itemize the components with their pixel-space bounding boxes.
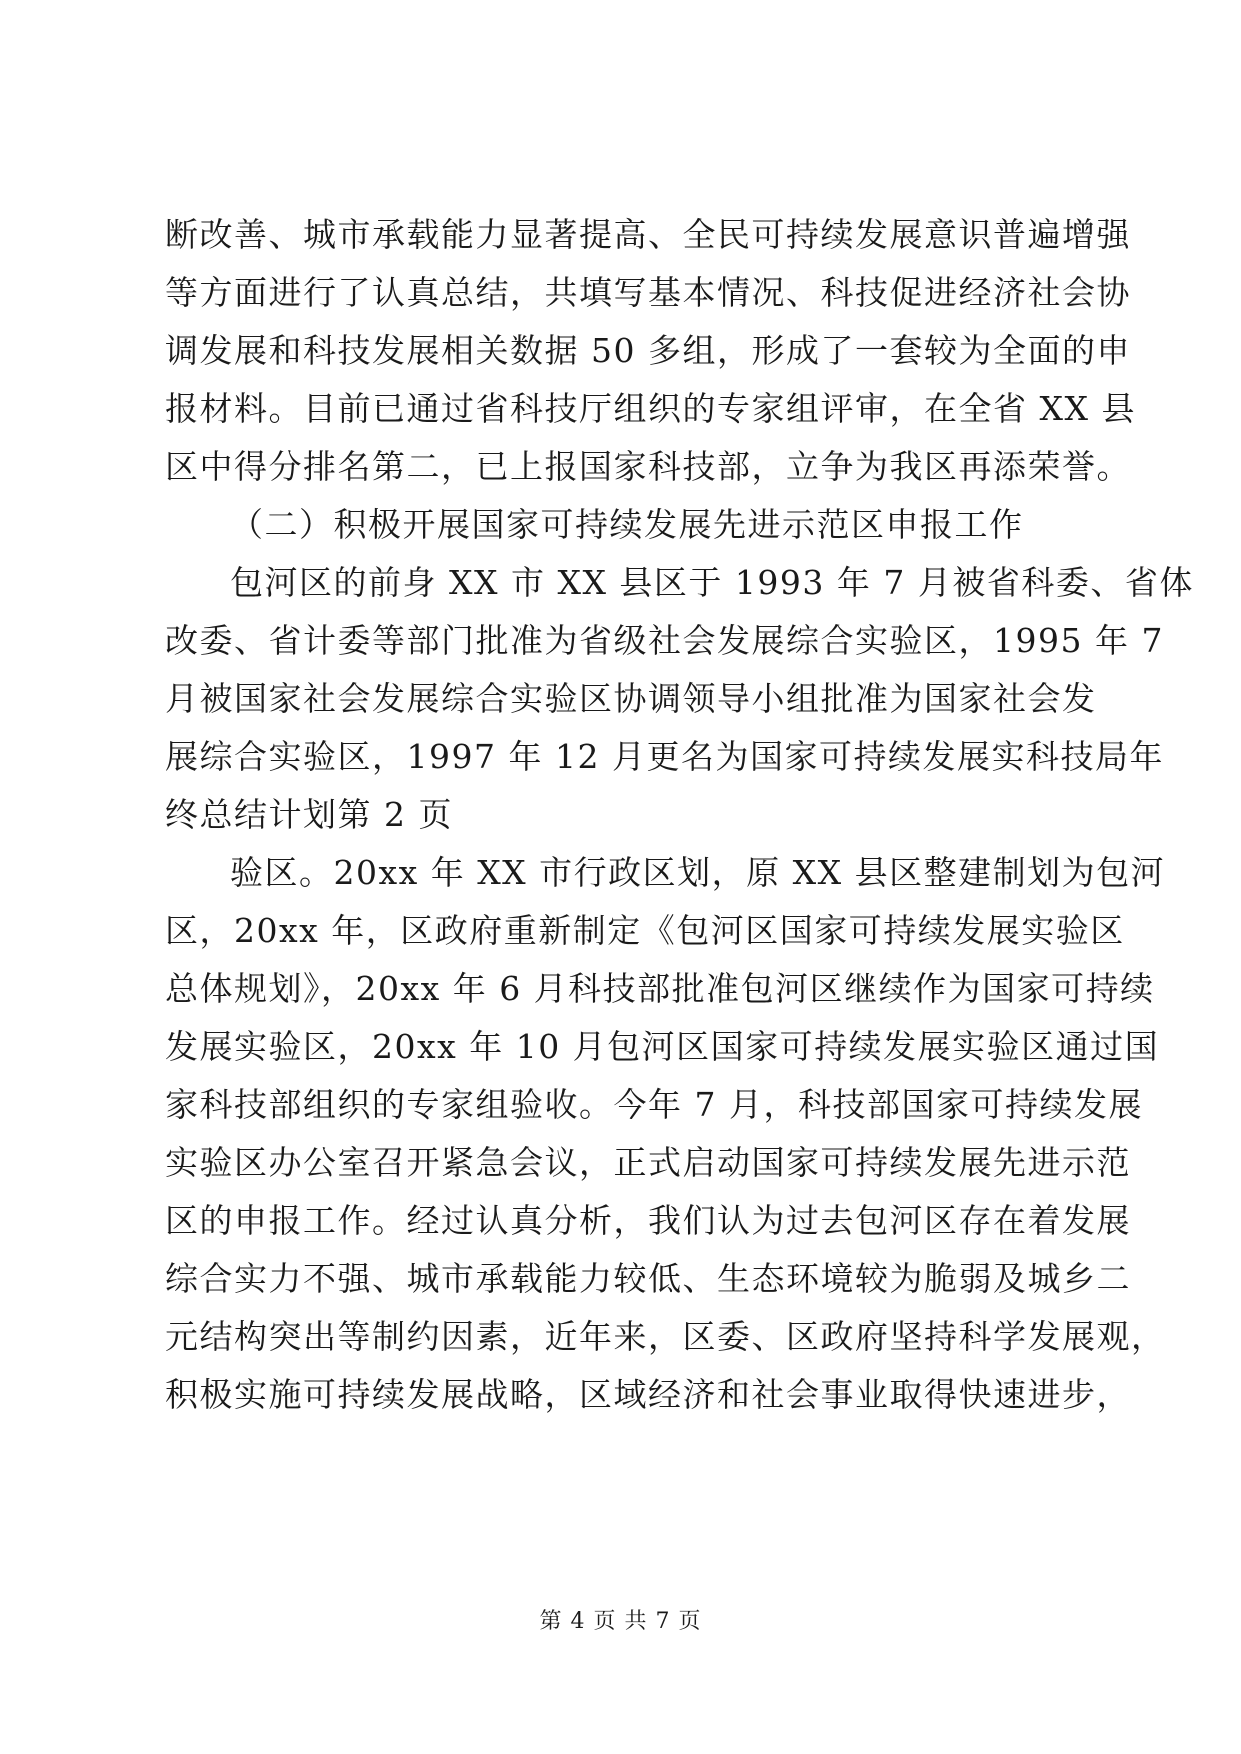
section-heading: （二）积极开展国家可持续发展先进示范区申报工作 bbox=[230, 505, 1024, 544]
body-line: 家科技部组织的专家组验收。今年 7 月，科技部国家可持续发展 bbox=[165, 1085, 1143, 1124]
body-line: 积极实施可持续发展战略，区域经济和社会事业取得快速进步， bbox=[165, 1375, 1131, 1414]
body-line: 终总结计划第 2 页 bbox=[165, 795, 453, 834]
body-line: 区，20xx 年，区政府重新制定《包河区国家可持续发展实验区 bbox=[165, 911, 1125, 950]
body-line: 调发展和科技发展相关数据 50 多组，形成了一套较为全面的申 bbox=[165, 331, 1131, 370]
body-line: 综合实力不强、城市承载能力较低、生态环境较为脆弱及城乡二 bbox=[165, 1259, 1131, 1298]
body-line: 改委、省计委等部门批准为省级社会发展综合实验区，1995 年 7 bbox=[165, 621, 1164, 660]
body-line: 包河区的前身 XX 市 XX 县区于 1993 年 7 月被省科委、省体 bbox=[230, 563, 1194, 602]
body-line: 报材料。目前已通过省科技厅组织的专家组评审，在全省 XX 县 bbox=[165, 389, 1136, 428]
body-line: 区中得分排名第二，已上报国家科技部，立争为我区再添荣誉。 bbox=[165, 447, 1131, 486]
body-line: 断改善、城市承载能力显著提高、全民可持续发展意识普遍增强 bbox=[165, 215, 1131, 254]
body-line: 区的申报工作。经过认真分析，我们认为过去包河区存在着发展 bbox=[165, 1201, 1131, 1240]
body-line: 月被国家社会发展综合实验区协调领导小组批准为国家社会发 bbox=[165, 679, 1097, 718]
page-number-footer: 第 4 页 共 7 页 bbox=[539, 1609, 702, 1634]
body-line: 验区。20xx 年 XX 市行政区划，原 XX 县区整建制划为包河 bbox=[230, 853, 1166, 892]
body-line: 展综合实验区，1997 年 12 月更名为国家可持续发展实科技局年 bbox=[165, 737, 1164, 776]
body-line: 总体规划》，20xx 年 6 月科技部批准包河区继续作为国家可持续 bbox=[165, 969, 1155, 1008]
body-line: 元结构突出等制约因素，近年来，区委、区政府坚持科学发展观， bbox=[165, 1317, 1166, 1356]
body-line: 等方面进行了认真总结，共填写基本情况、科技促进经济社会协 bbox=[165, 273, 1131, 312]
body-line: 发展实验区，20xx 年 10 月包河区国家可持续发展实验区通过国 bbox=[165, 1027, 1160, 1066]
body-line: 实验区办公室召开紧急会议，正式启动国家可持续发展先进示范 bbox=[165, 1143, 1131, 1182]
